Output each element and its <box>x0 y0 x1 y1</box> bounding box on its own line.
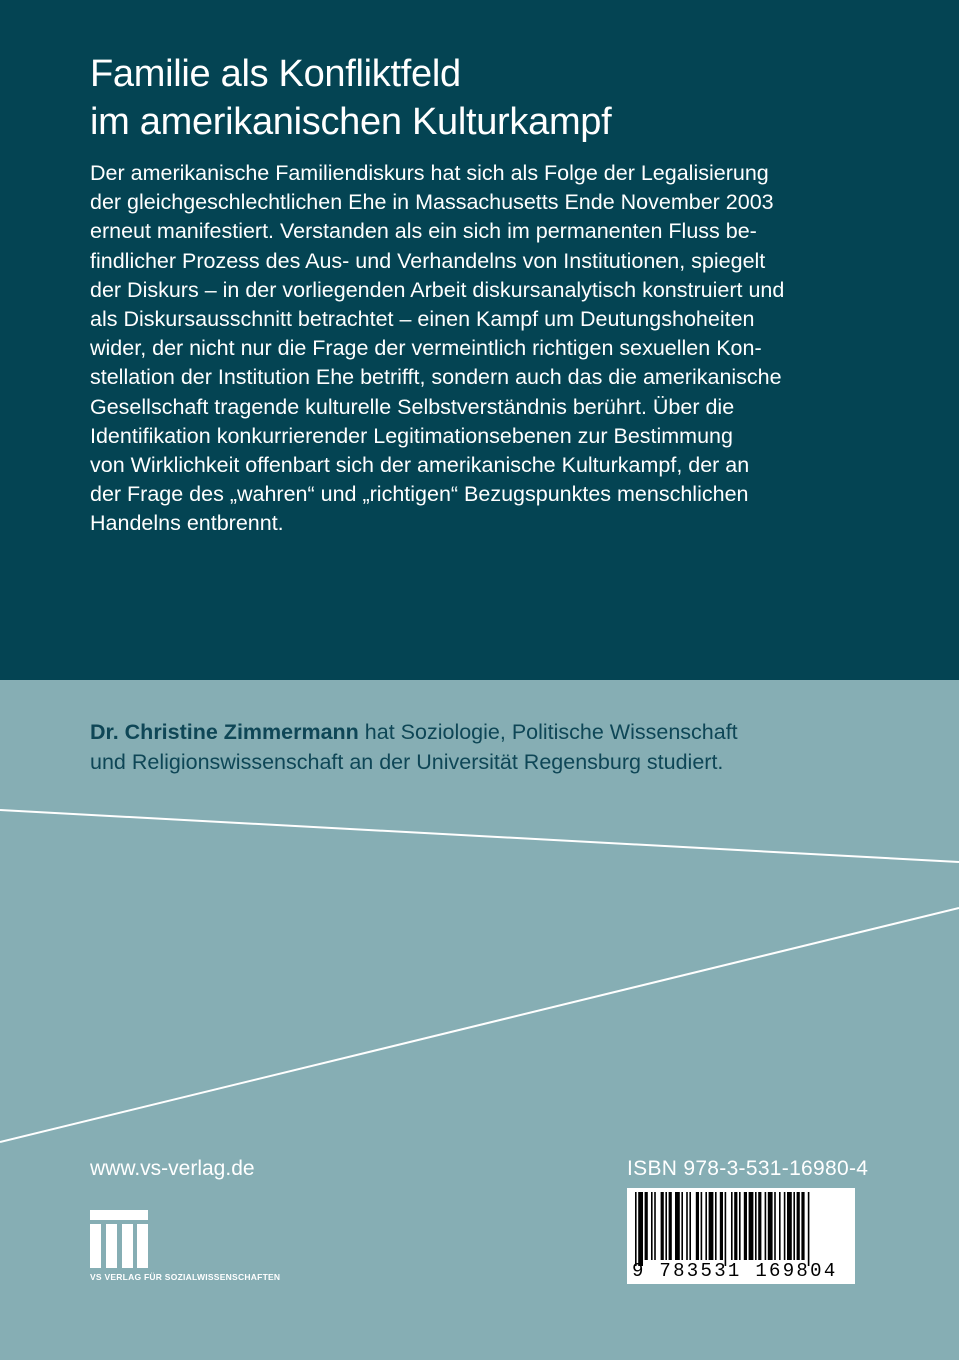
barcode-bar <box>725 1192 727 1266</box>
barcode-bar <box>715 1192 717 1260</box>
blurb-line: als Diskursausschnitt betrachtet – einen Kampf um Deutungshoheiten <box>90 307 755 332</box>
barcode-bar <box>689 1192 691 1260</box>
book-blurb <box>90 159 890 539</box>
blurb-line: der Diskurs – in der vorliegenden Arbeit diskursanalytisch konstruiert und <box>90 277 785 302</box>
barcode-bar <box>739 1192 741 1260</box>
barcode-bar <box>797 1192 800 1260</box>
barcode-bar <box>734 1192 737 1260</box>
barcode-bar <box>686 1192 688 1260</box>
vs-verlag-logo-icon <box>90 1210 150 1270</box>
barcode-bar <box>701 1192 703 1260</box>
barcode-bar <box>651 1192 653 1260</box>
barcode-bar <box>744 1192 747 1260</box>
barcode-bar <box>696 1192 699 1260</box>
book-title <box>90 50 890 146</box>
blurb-line: erneut manifestiert. Verstanden als ein sich im permanenten Fluss be- <box>90 219 757 244</box>
blurb-line: Handelns entbrennt. <box>90 511 284 536</box>
barcode-bar <box>808 1192 810 1266</box>
barcode-bar <box>768 1192 773 1260</box>
blurb-line: Identifikation konkurrierender Legitimationsebenen zur Bestimmung <box>90 423 733 448</box>
barcode-bar <box>787 1192 792 1260</box>
publisher-url[interactable]: www.vs-verlag.de <box>90 1157 255 1180</box>
blurb-line: stellation der Institution Ehe betrifft, sondern auch das die amerikanische <box>90 365 782 390</box>
barcode-bar <box>638 1192 643 1266</box>
barcode-bar <box>705 1192 707 1260</box>
barcode-bar <box>793 1192 795 1260</box>
blurb-line: von Wirklichkeit offenbart sich der amerikanische Kulturkampf, der an <box>90 453 750 478</box>
barcode-bar <box>669 1192 672 1260</box>
barcode-bar <box>661 1192 664 1260</box>
barcode-bar <box>681 1192 683 1260</box>
blurb-line: Gesellschaft tragende kulturelle Selbstverständnis berührt. Über die <box>90 394 735 419</box>
barcode-bar <box>645 1192 648 1260</box>
barcode-bar <box>779 1192 781 1260</box>
barcode-bar <box>720 1192 723 1260</box>
decorative-line <box>0 810 959 862</box>
blurb-line: findlicher Prozess des Aus- und Verhandelns von Institutionen, spiegelt <box>90 248 766 273</box>
barcode-bar <box>801 1192 804 1260</box>
barcode-bar <box>654 1192 656 1260</box>
publisher-logo-text: VS VERLAG FÜR SOZIALWISSENSCHAFTEN <box>90 1272 281 1282</box>
blurb-line: der Frage des „wahren“ und „richtigen“ Bezugspunktes menschlichen <box>90 482 749 507</box>
barcode-bar <box>709 1192 714 1260</box>
barcode-bar <box>675 1192 680 1260</box>
author-name: Dr. Christine Zimmermann <box>90 720 359 744</box>
isbn-label: ISBN 978-3-531-16980-4 <box>627 1157 869 1180</box>
barcode-bar <box>731 1192 733 1260</box>
barcode-bar <box>765 1192 767 1260</box>
author-bio-text: hat Soziologie, Politische Wissenschaft <box>358 720 738 744</box>
barcode-bar <box>784 1192 786 1260</box>
blurb-line: wider, der nicht nur die Frage der vermeintlich richtigen sexuellen Kon- <box>90 336 762 361</box>
barcode-bar <box>755 1192 757 1260</box>
book-title-line: Familie als Konfliktfeld <box>90 53 461 95</box>
barcode-digits: 9 783531 169804 <box>632 1260 838 1282</box>
decorative-line <box>0 908 959 1142</box>
barcode-bar <box>665 1192 667 1260</box>
blurb-line: Der amerikanische Familiendiskurs hat sich als Folge der Legalisierung <box>90 161 769 185</box>
barcode-bar <box>774 1192 776 1260</box>
barcode-bar <box>635 1192 637 1266</box>
book-title-line: im amerikanischen Kulturkampf <box>90 101 612 143</box>
barcode-bar <box>749 1192 754 1260</box>
blurb-line: der gleichgeschlechtlichen Ehe in Massachusetts Ende November 2003 <box>90 190 774 215</box>
author-bio-line: und Religionswissenschaft an der Universität Regensburg studiert. <box>90 749 724 774</box>
barcode-bar <box>758 1192 761 1260</box>
